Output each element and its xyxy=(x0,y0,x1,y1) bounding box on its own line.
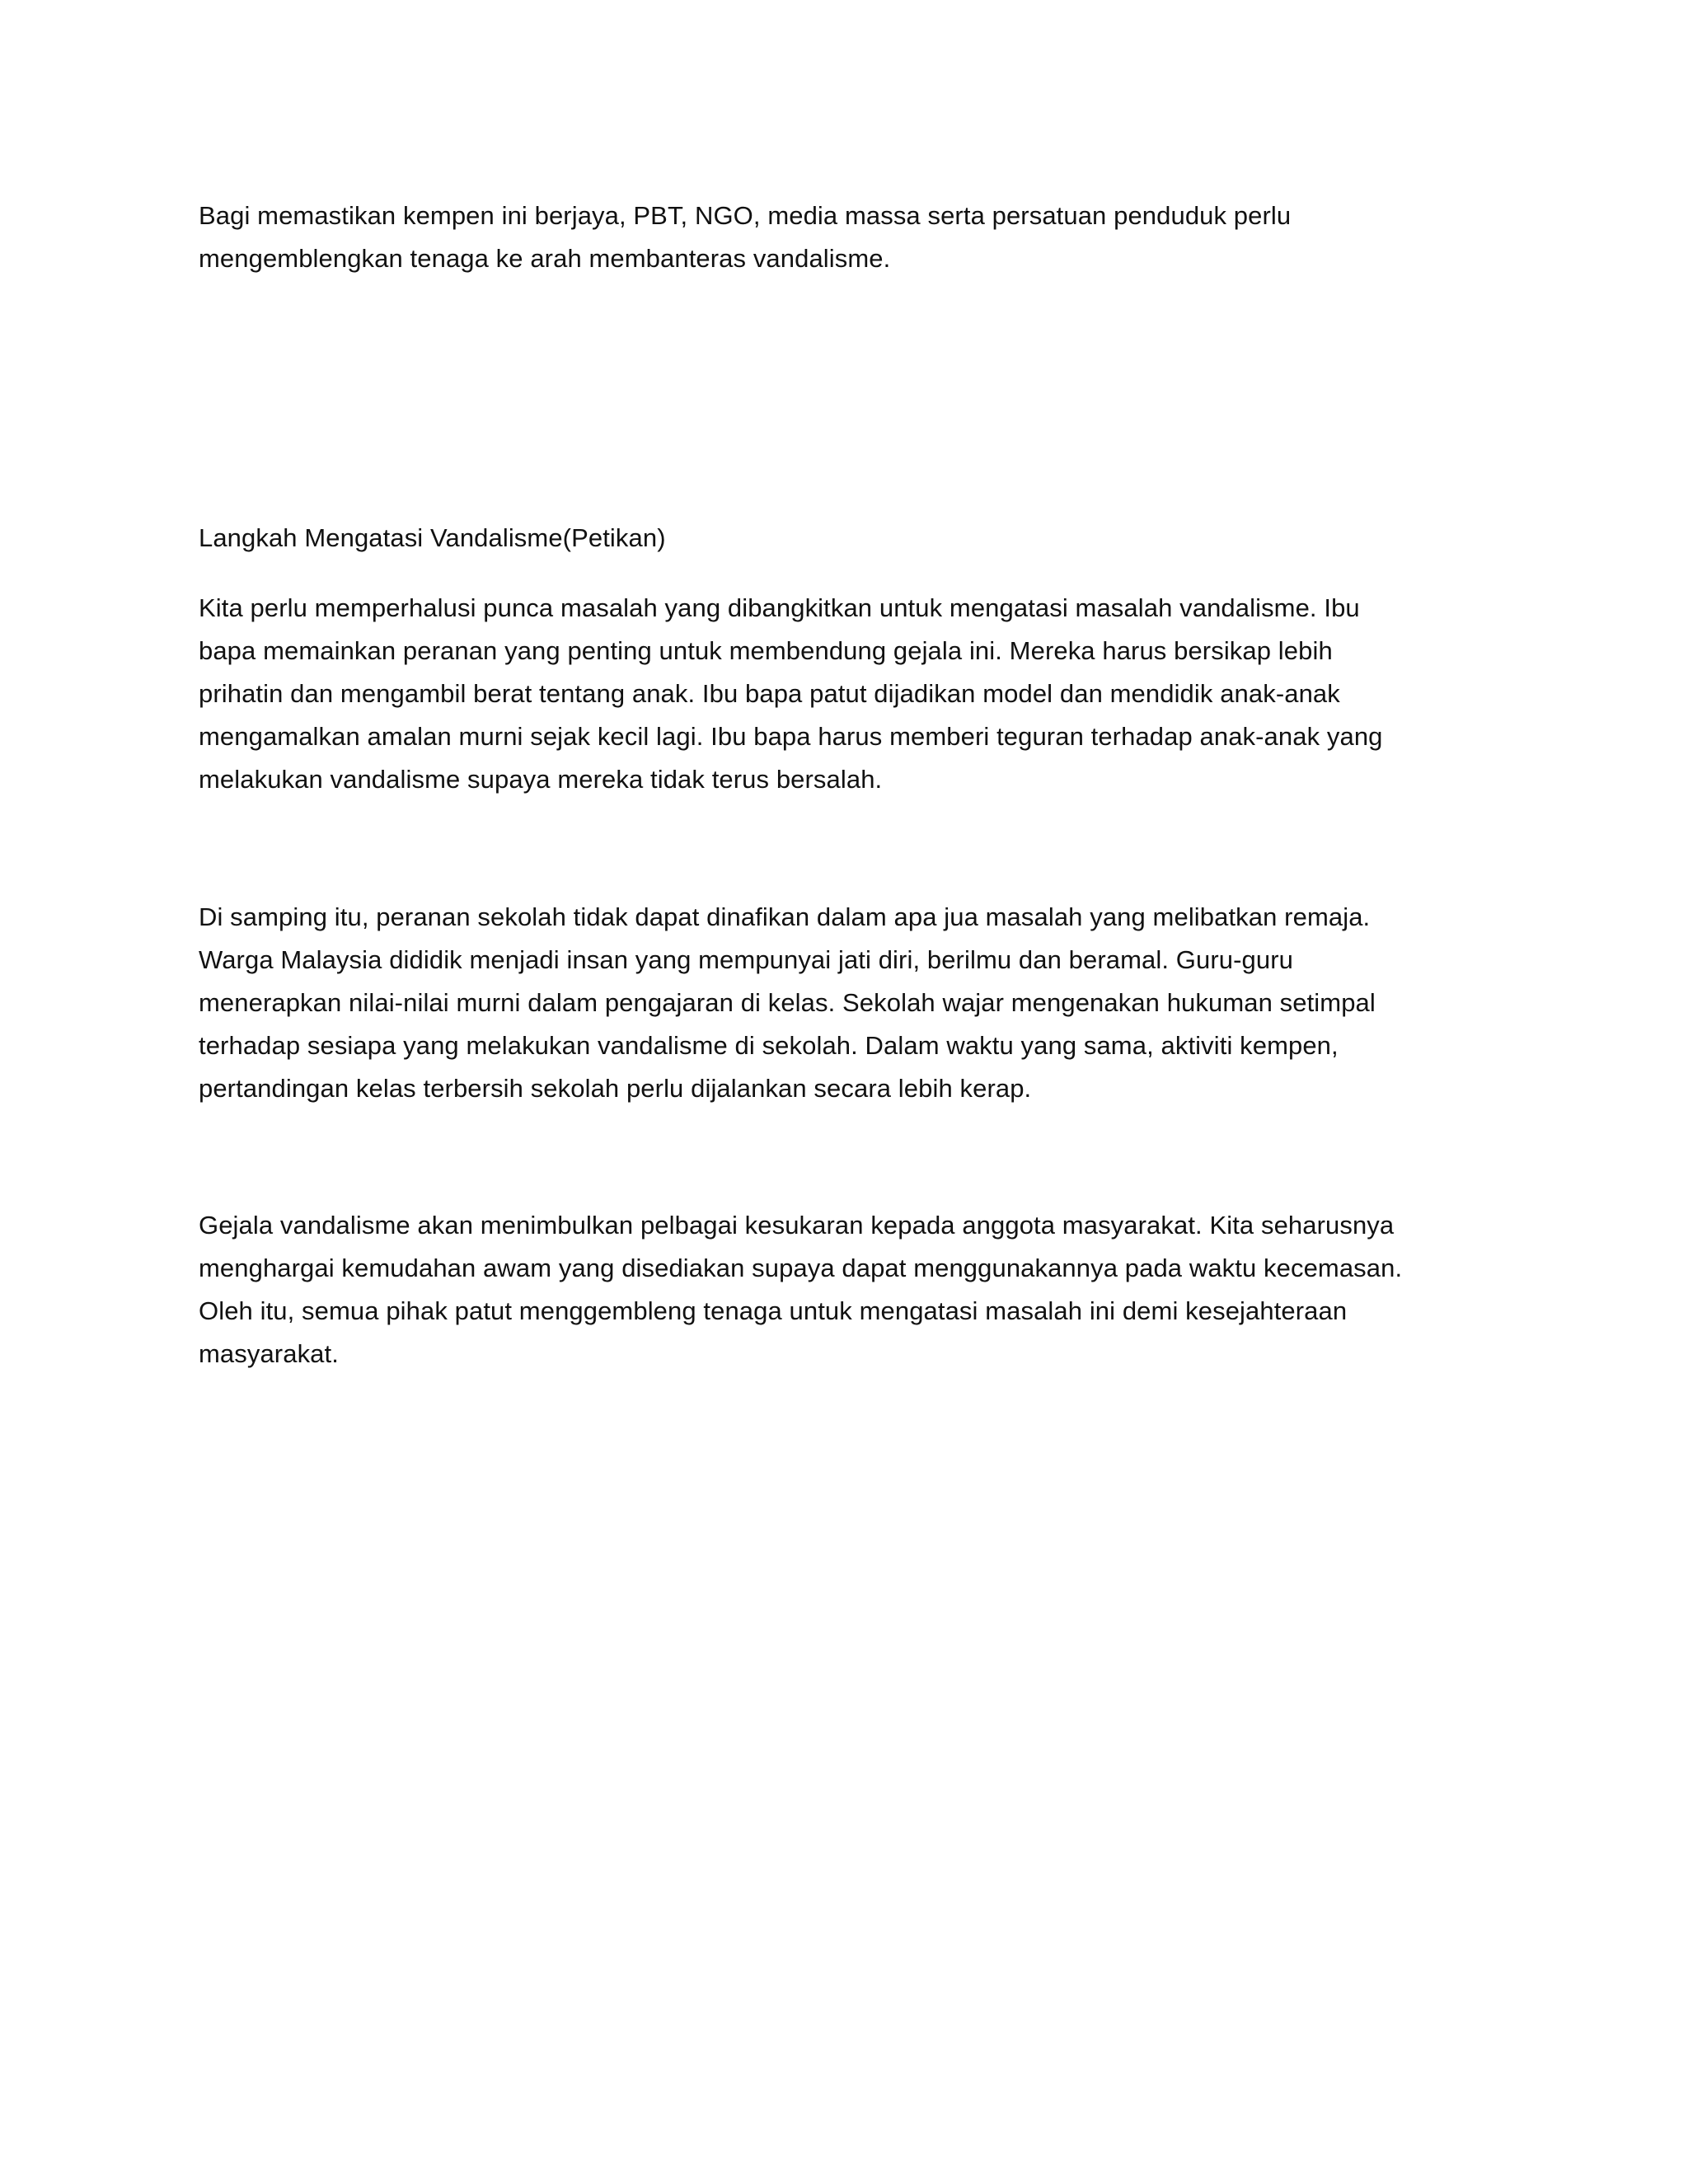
paragraph-schools: Di samping itu, peranan sekolah tidak dapat dinafikan dalam apa jua masalah yang melibatkan remaja. Warga Malaysia dididik menjadi insan yang mempunyai jati diri, berilmu dan beramal. Guru-guru menerapkan nilai-nilai murni dalam pengajaran di kelas. Sekolah wajar mengenakan hukuman setimpal terhadap sesiapa yang melakukan vandalisme di sekolah. Dalam waktu yang sama, aktiviti kempen, pertandingan kelas terbersih sekolah perlu dijalankan secara lebih kerap. xyxy=(199,902,1376,1103)
section-heading: Langkah Mengatasi Vandalisme(Petikan) xyxy=(199,523,666,552)
intro-paragraph: Bagi memastikan kempen ini berjaya, PBT, NGO, media massa serta persatuan penduduk perlu mengemblengkan tenaga ke arah membanteras vandalisme. xyxy=(199,201,1292,273)
paragraph-conclusion: Gejala vandalisme akan menimbulkan pelbagai kesukaran kepada anggota masyarakat. Kita seharusnya menghargai kemudahan awam yang disediakan supaya dapat menggunakannya pada waktu kecemasan. Oleh itu, semua pihak patut menggembleng tenaga untuk mengatasi masalah ini demi kesejahteraan masyarakat. xyxy=(199,1211,1403,1368)
paragraph-parents: Kita perlu memperhalusi punca masalah yang dibangkitkan untuk mengatasi masalah vandalisme. Ibu bapa memainkan peranan yang penting untuk membendung gejala ini. Mereka harus bersikap lebih prihatin dan mengambil berat tentang anak. Ibu bapa patut dijadikan model dan mendidik anak-anak mengamalkan amalan murni sejak kecil lagi. Ibu bapa harus memberi teguran terhadap anak-anak yang melakukan vandalisme supaya mereka tidak terus bersalah. xyxy=(199,593,1383,794)
